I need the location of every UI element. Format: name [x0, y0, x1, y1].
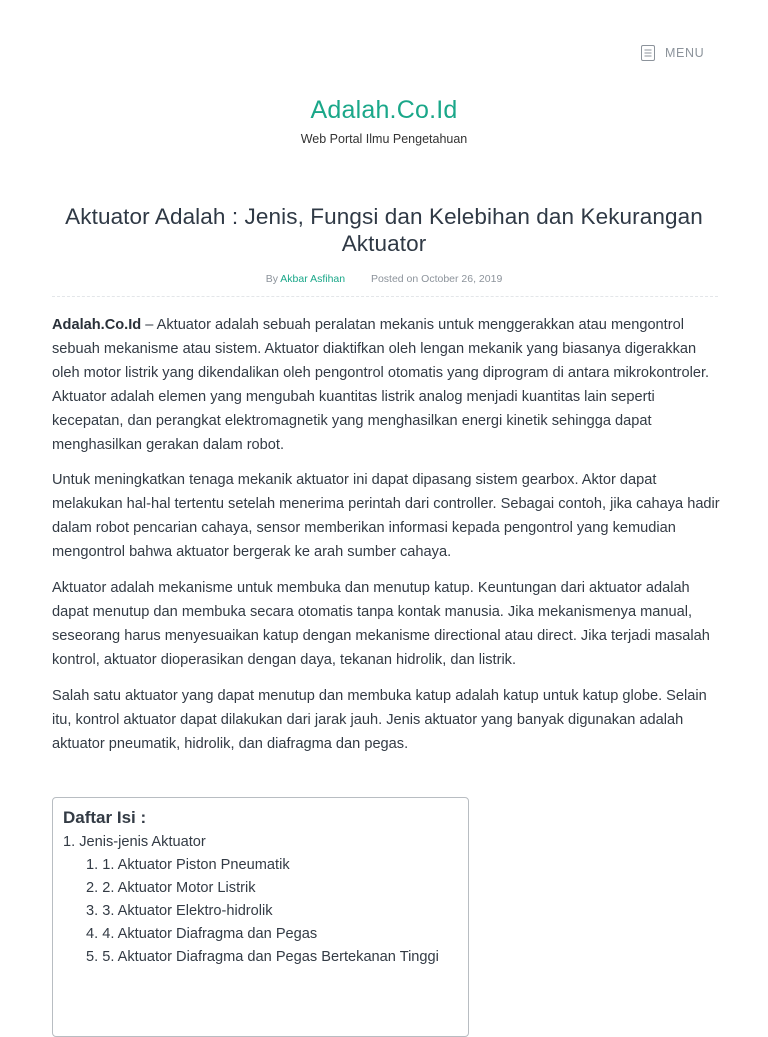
toc-subitem [86, 877, 458, 900]
site-description: Web Portal Ilmu Pengetahuan [300, 132, 468, 146]
site-title-link[interactable]: Adalah.Co.Id [310, 96, 458, 124]
paragraph [52, 314, 720, 457]
toc-item [63, 831, 458, 969]
by-label: By [265, 273, 278, 285]
paragraph: Aktuator adalah mekanisme untuk membuka dan menutup katup. Keuntungan dari aktuator adalah dapat menutup dan membuka secara otomatis tanpa kontak manusia. Jika mekanismenya manual, seseorang harus menyesuaikan katup dengan mekanisme directional atau direct. Jika terjadi masalah kontrol, aktuator dioperasikan dengan daya, tekanan hidrolik, dan listrik. [52, 580, 710, 668]
menu-list-icon [641, 45, 655, 61]
toc-sublist [63, 854, 458, 969]
paragraph: Salah satu aktuator yang dapat menutup dan membuka katup adalah katup untuk katup globe. Selain itu, kontrol aktuator dapat dilakukan dari jarak jauh. Jenis aktuator yang banyak digunakan adalah aktuator pneumatik, hidrolik, dan diafragma dan pegas. [52, 687, 707, 752]
meta-divider [52, 296, 718, 297]
posted-label: Posted on [370, 273, 419, 285]
toc-link[interactable]: 4. 4. Aktuator Diafragma dan Pegas [86, 926, 318, 942]
paragraph-text: – Aktuator adalah sebuah peralatan mekanis untuk menggerakkan atau mengontrol sebuah mekanisme atau sistem. Aktuator diaktifkan oleh lengan mekanik yang biasanya digerakkan oleh motor listrik yang dikendalikan oleh pengontrol otomatis yang diprogram di antara mikrokontroler. Aktuator adalah elemen yang mengubah kuantitas listrik analog menjadi kuantitas lain seperti kecepatan, dan perangkat elektromagnetik yang menghasilkan energi kinetik sehingga dapat menghasilkan gerakan dalam robot. [52, 317, 710, 453]
author-link[interactable]: Akbar Asfihan [280, 273, 346, 285]
table-of-contents [52, 797, 469, 1037]
toc-list [63, 831, 458, 969]
article-meta [0, 273, 768, 285]
paragraph: Untuk meningkatkan tenaga mekanik aktuator ini dapat dipasang sistem gearbox. Aktor dapat melakukan hal-hal tertentu setelah menerima perintah dari controller. Sebagai contoh, jika cahaya hadir dalam robot pencarian cahaya, sensor memberikan informasi kepada pengontrol yang kemudian mengontrol bahwa aktuator bergerak ke arah sumber cahaya. [52, 472, 720, 561]
toc-subitem [86, 900, 458, 923]
toc-subitem [86, 923, 458, 946]
toc-subitem [86, 854, 458, 877]
site-header [0, 96, 768, 146]
toc-link[interactable]: 1. Jenis-jenis Aktuator [63, 834, 206, 850]
toc-title: Daftar Isi : [63, 808, 147, 827]
toc-link[interactable]: 2. 2. Aktuator Motor Listrik [86, 880, 256, 896]
toc-link[interactable]: 1. 1. Aktuator Piston Pneumatik [86, 857, 290, 873]
post-date: October 26, 2019 [421, 273, 503, 285]
paragraph-lead: Adalah.Co.Id [52, 317, 142, 333]
toc-link[interactable]: 5. 5. Aktuator Diafragma dan Pegas Bertekanan Tinggi [86, 949, 439, 965]
toc-link[interactable]: 3. 3. Aktuator Elektro-hidrolik [86, 903, 273, 919]
article-title: Aktuator Adalah : Jenis, Fungsi dan Kelebihan dan Kekurangan Aktuator [65, 204, 703, 256]
menu-label: MENU [665, 46, 705, 60]
toc-subitem [86, 946, 458, 969]
article-content [52, 314, 720, 768]
menu-button[interactable] [641, 45, 704, 61]
